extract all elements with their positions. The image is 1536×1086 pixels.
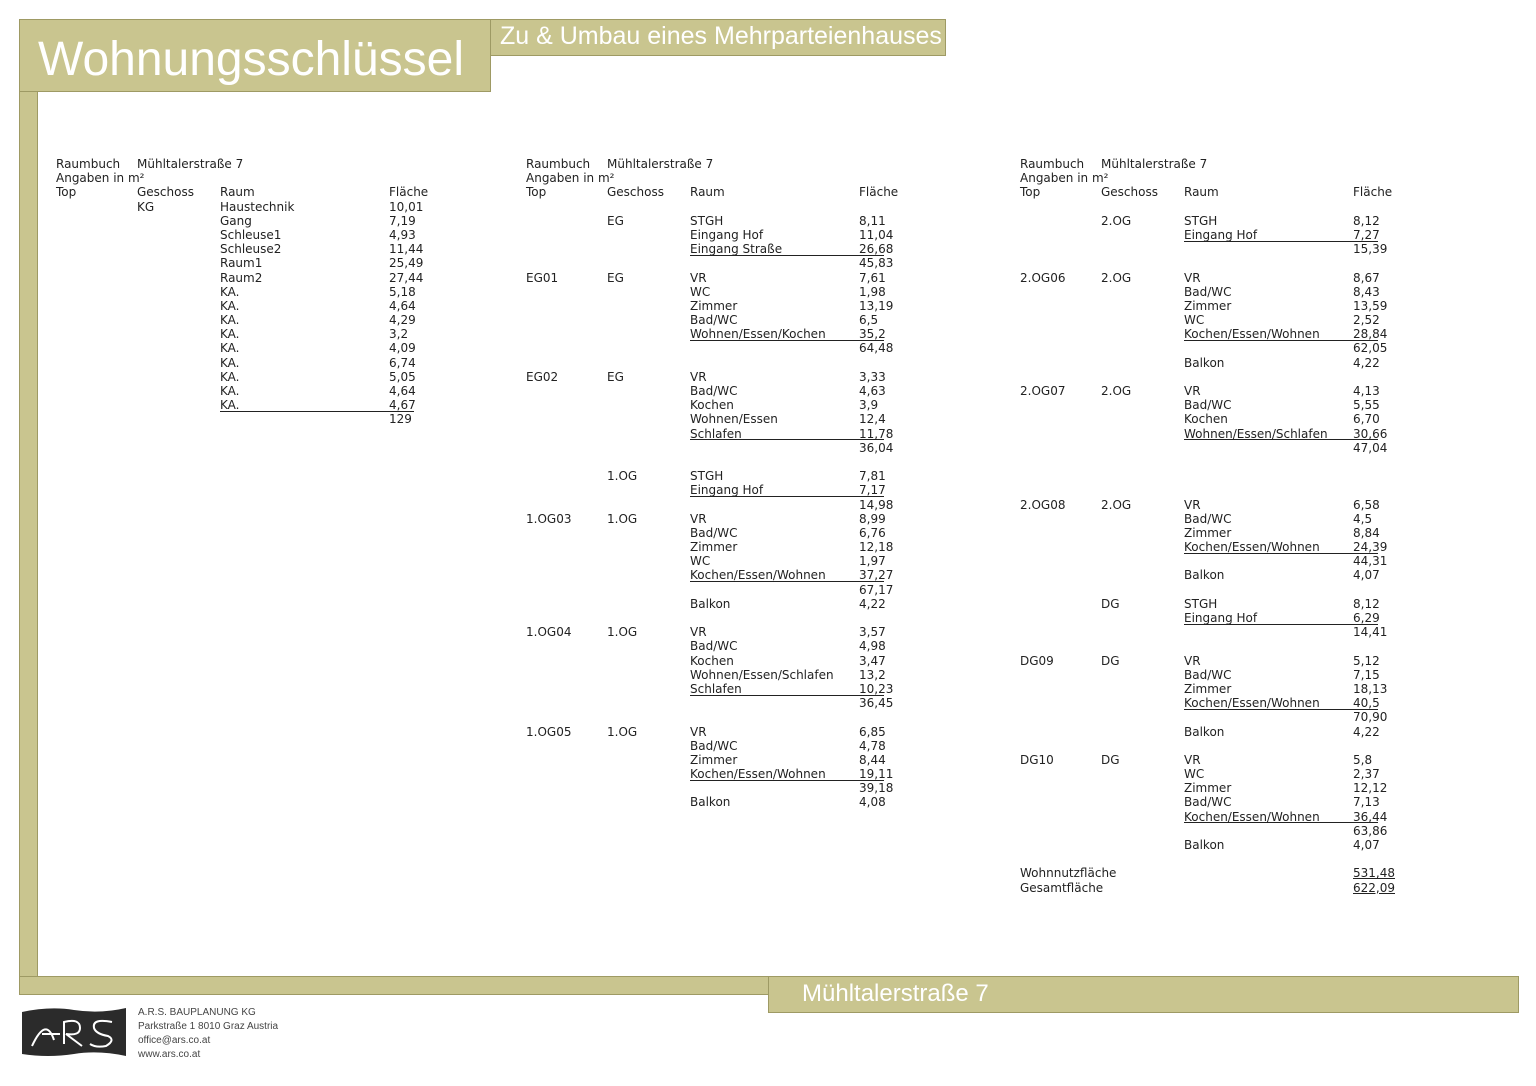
top-cell: Angaben in m² bbox=[526, 171, 615, 186]
flaeche-cell: 4,13 bbox=[1353, 384, 1380, 398]
raum-cell: Bad/WC bbox=[1184, 667, 1232, 682]
top-cell: EG01 bbox=[526, 270, 559, 285]
geschoss-cell: 1.OG bbox=[607, 724, 638, 739]
flaeche-cell: 4,67 bbox=[389, 398, 416, 413]
flaeche-cell: 44,31 bbox=[1353, 554, 1388, 569]
page-subtitle: Zu & Umbau eines Mehrparteienhauses bbox=[500, 22, 942, 50]
flaeche-cell: 7,13 bbox=[1353, 795, 1380, 810]
sum-underline bbox=[1184, 624, 1378, 625]
geschoss-cell: 2.OG bbox=[1101, 497, 1132, 512]
flaeche-cell: 36,45 bbox=[859, 696, 894, 711]
raum-cell: Balkon bbox=[1184, 724, 1225, 739]
flaeche-cell: 5,12 bbox=[1353, 653, 1380, 668]
geschoss-cell: DG bbox=[1101, 752, 1120, 767]
flaeche-cell: 2,52 bbox=[1353, 313, 1380, 328]
top-cell: EG02 bbox=[526, 369, 559, 384]
raum-cell: Raum1 bbox=[220, 256, 263, 271]
flaeche-cell: 8,67 bbox=[1353, 270, 1380, 285]
flaeche-cell: 4,64 bbox=[389, 384, 416, 398]
flaeche-cell: 14,41 bbox=[1353, 625, 1388, 640]
geschoss-cell: EG bbox=[607, 270, 624, 285]
raum-cell: Schleuse1 bbox=[220, 227, 282, 242]
flaeche-cell: 531,48 bbox=[1353, 866, 1395, 881]
sum-underline bbox=[1184, 709, 1378, 710]
raum-cell: KA. bbox=[220, 313, 240, 328]
flaeche-cell: 10,01 bbox=[389, 199, 424, 214]
top-cell: 1.OG04 bbox=[526, 625, 572, 640]
top-cell: Top bbox=[56, 185, 77, 200]
flaeche-cell: 4,93 bbox=[389, 227, 416, 242]
flaeche-cell: 4,29 bbox=[389, 313, 416, 328]
flaeche-cell: Fläche bbox=[1353, 185, 1393, 200]
ars-logo-icon bbox=[20, 1004, 128, 1058]
geschoss-cell: DG bbox=[1101, 596, 1120, 611]
flaeche-cell: 4,5 bbox=[1353, 511, 1373, 526]
raum-cell: VR bbox=[1184, 270, 1201, 285]
sum-underline bbox=[1184, 553, 1378, 554]
flaeche-cell: 8,12 bbox=[1353, 596, 1380, 611]
raum-cell: Bad/WC bbox=[690, 738, 738, 753]
raum-cell: Bad/WC bbox=[690, 525, 738, 540]
geschoss-cell: Mühltalerstraße 7 bbox=[1101, 157, 1208, 171]
raum-cell: Kochen/Essen/Wohnen bbox=[1184, 540, 1320, 555]
raum-cell: Wohnen/Essen/Kochen bbox=[690, 327, 826, 342]
top-cell: Raumbuch bbox=[1020, 157, 1085, 171]
raum-cell: Balkon bbox=[1184, 568, 1225, 583]
company-name: A.R.S. BAUPLANUNG KG bbox=[138, 1007, 256, 1018]
raum-cell: Zimmer bbox=[1184, 681, 1232, 696]
raum-cell: Kochen/Essen/Wohnen bbox=[1184, 696, 1320, 711]
geschoss-cell: EG bbox=[607, 213, 624, 228]
flaeche-cell: 11,78 bbox=[859, 426, 894, 441]
flaeche-cell: 6,85 bbox=[859, 724, 886, 739]
top-cell: 2.OG06 bbox=[1020, 270, 1066, 285]
flaeche-cell: 30,66 bbox=[1353, 426, 1388, 441]
flaeche-cell: 11,04 bbox=[859, 227, 894, 242]
raum-cell: VR bbox=[1184, 384, 1201, 398]
flaeche-cell: 5,55 bbox=[1353, 398, 1380, 413]
flaeche-cell: 27,44 bbox=[389, 270, 424, 285]
raum-cell: Raum2 bbox=[220, 270, 263, 285]
flaeche-cell: 7,15 bbox=[1353, 667, 1380, 682]
top-cell: Top bbox=[526, 185, 547, 200]
flaeche-cell: 2,37 bbox=[1353, 767, 1380, 782]
flaeche-cell: 1,98 bbox=[859, 284, 886, 299]
raum-cell: Haustechnik bbox=[220, 199, 295, 214]
sum-underline bbox=[690, 255, 884, 256]
flaeche-cell: 12,18 bbox=[859, 540, 894, 555]
raum-cell: STGH bbox=[690, 469, 724, 484]
flaeche-cell: 14,98 bbox=[859, 497, 894, 512]
flaeche-cell: 7,81 bbox=[859, 469, 886, 484]
raum-cell: Bad/WC bbox=[1184, 284, 1232, 299]
raum-cell: Gang bbox=[220, 213, 252, 228]
raum-cell: Eingang Hof bbox=[690, 227, 764, 242]
raum-cell: VR bbox=[1184, 752, 1201, 767]
sum-underline bbox=[1184, 241, 1378, 242]
flaeche-cell: 4,08 bbox=[859, 795, 886, 810]
flaeche-cell: 36,44 bbox=[1353, 809, 1388, 824]
raum-cell: VR bbox=[1184, 497, 1201, 512]
raum-cell: KA. bbox=[220, 398, 240, 413]
raum-cell: STGH bbox=[1184, 213, 1218, 228]
flaeche-cell: 5,05 bbox=[389, 369, 416, 384]
raum-cell: Bad/WC bbox=[1184, 398, 1232, 413]
raum-cell: Raum bbox=[220, 185, 255, 200]
sum-underline bbox=[690, 439, 884, 440]
raum-cell: Eingang Straße bbox=[690, 242, 783, 257]
geschoss-cell: 2.OG bbox=[1101, 213, 1132, 228]
flaeche-cell: 35,2 bbox=[859, 327, 886, 342]
top-cell: Raumbuch bbox=[56, 157, 121, 171]
flaeche-cell: 12,4 bbox=[859, 412, 886, 427]
raum-cell: VR bbox=[690, 369, 707, 384]
flaeche-cell: 4,07 bbox=[1353, 568, 1380, 583]
flaeche-cell: 6,29 bbox=[1353, 611, 1380, 625]
raum-cell: Zimmer bbox=[1184, 525, 1232, 540]
raum-cell: Schlafen bbox=[690, 681, 742, 696]
raum-cell: KA. bbox=[220, 341, 240, 356]
top-cell: Top bbox=[1020, 185, 1041, 200]
flaeche-cell: 8,44 bbox=[859, 752, 886, 767]
geschoss-cell: 2.OG bbox=[1101, 270, 1132, 285]
raum-cell: Bad/WC bbox=[1184, 795, 1232, 810]
raum-cell: VR bbox=[690, 625, 707, 640]
raum-cell: Kochen/Essen/Wohnen bbox=[1184, 327, 1320, 342]
flaeche-cell: 40,5 bbox=[1353, 696, 1380, 711]
raum-cell: Wohnen/Essen/Schlafen bbox=[690, 667, 834, 682]
raum-cell: Zimmer bbox=[1184, 298, 1232, 313]
flaeche-cell: 4,07 bbox=[1353, 838, 1380, 852]
geschoss-cell: DG bbox=[1101, 653, 1120, 668]
flaeche-cell: 70,90 bbox=[1353, 710, 1388, 725]
flaeche-cell: 5,8 bbox=[1353, 752, 1373, 767]
raum-cell: Zimmer bbox=[690, 298, 738, 313]
geschoss-cell: Geschoss bbox=[607, 185, 664, 200]
raum-cell: Kochen bbox=[690, 398, 734, 413]
flaeche-cell: 3,2 bbox=[389, 327, 409, 342]
geschoss-cell: 1.OG bbox=[607, 469, 638, 484]
flaeche-cell: 63,86 bbox=[1353, 823, 1388, 838]
flaeche-cell: 4,22 bbox=[1353, 724, 1380, 739]
flaeche-cell: 4,64 bbox=[389, 298, 416, 313]
top-cell: DG10 bbox=[1020, 752, 1054, 767]
geschoss-cell: Mühltalerstraße 7 bbox=[137, 157, 244, 171]
sum-underline bbox=[690, 780, 884, 781]
flaeche-cell: 4,63 bbox=[859, 384, 886, 398]
flaeche-cell: 24,39 bbox=[1353, 540, 1388, 555]
flaeche-cell: 25,49 bbox=[389, 256, 424, 271]
flaeche-cell: 4,98 bbox=[859, 639, 886, 654]
flaeche-cell: 11,44 bbox=[389, 242, 424, 257]
flaeche-cell: 36,04 bbox=[859, 440, 894, 455]
flaeche-cell: 7,19 bbox=[389, 213, 416, 228]
top-cell: 2.OG08 bbox=[1020, 497, 1066, 512]
company-email: office@ars.co.at bbox=[138, 1035, 211, 1046]
sum-underline bbox=[220, 411, 414, 412]
flaeche-cell: 13,2 bbox=[859, 667, 886, 682]
flaeche-cell: 4,09 bbox=[389, 341, 416, 356]
raum-cell: Kochen bbox=[1184, 412, 1228, 427]
flaeche-cell: 28,84 bbox=[1353, 327, 1388, 342]
flaeche-cell: 26,68 bbox=[859, 242, 894, 257]
flaeche-cell: 3,57 bbox=[859, 625, 886, 640]
flaeche-cell: 3,47 bbox=[859, 653, 886, 668]
raum-cell: KA. bbox=[220, 355, 240, 370]
raum-cell: STGH bbox=[690, 213, 724, 228]
raum-cell: Zimmer bbox=[690, 540, 738, 555]
top-cell: 2.OG07 bbox=[1020, 384, 1066, 398]
flaeche-cell: 37,27 bbox=[859, 568, 894, 583]
raum-cell: Kochen/Essen/Wohnen bbox=[690, 767, 826, 782]
raum-cell: Kochen/Essen/Wohnen bbox=[1184, 809, 1320, 824]
frame-left-band bbox=[19, 19, 38, 995]
geschoss-cell: 1.OG bbox=[607, 511, 638, 526]
flaeche-cell: 64,48 bbox=[859, 341, 894, 356]
flaeche-cell: 8,11 bbox=[859, 213, 886, 228]
flaeche-cell: 19,11 bbox=[859, 767, 894, 782]
raum-cell: Kochen bbox=[690, 653, 734, 668]
top-cell: Angaben in m² bbox=[56, 171, 145, 186]
raum-cell: KA. bbox=[220, 327, 240, 342]
raum-cell: WC bbox=[690, 554, 711, 569]
raum-cell: Kochen/Essen/Wohnen bbox=[690, 568, 826, 583]
company-info bbox=[138, 1006, 278, 1062]
flaeche-cell: 6,70 bbox=[1353, 412, 1380, 427]
raum-cell: WC bbox=[1184, 313, 1205, 328]
raum-cell: Schlafen bbox=[690, 426, 742, 441]
sum-underline bbox=[1184, 340, 1378, 341]
flaeche-cell: 6,74 bbox=[389, 355, 416, 370]
raum-cell: VR bbox=[1184, 653, 1201, 668]
flaeche-cell: 8,99 bbox=[859, 511, 886, 526]
sum-underline bbox=[690, 496, 884, 497]
flaeche-cell: 8,84 bbox=[1353, 525, 1380, 540]
flaeche-cell: 18,13 bbox=[1353, 681, 1388, 696]
raum-cell: Eingang Hof bbox=[1184, 227, 1258, 242]
geschoss-cell: 2.OG bbox=[1101, 384, 1132, 398]
geschoss-cell: Mühltalerstraße 7 bbox=[607, 157, 714, 171]
raum-cell: Zimmer bbox=[1184, 781, 1232, 796]
raum-cell: Bad/WC bbox=[690, 384, 738, 398]
raum-cell: Balkon bbox=[690, 596, 731, 611]
flaeche-cell: 6,5 bbox=[859, 313, 879, 328]
flaeche-cell: 12,12 bbox=[1353, 781, 1388, 796]
raum-cell: Raum bbox=[690, 185, 725, 200]
raum-cell: VR bbox=[690, 270, 707, 285]
top-cell: Raumbuch bbox=[526, 157, 591, 171]
raum-cell: WC bbox=[690, 284, 711, 299]
flaeche-cell: 6,76 bbox=[859, 525, 886, 540]
top-cell: DG09 bbox=[1020, 653, 1054, 668]
raum-cell: Eingang Hof bbox=[690, 483, 764, 498]
flaeche-cell: 15,39 bbox=[1353, 242, 1388, 257]
flaeche-cell: 8,43 bbox=[1353, 284, 1380, 299]
flaeche-cell: 67,17 bbox=[859, 582, 894, 597]
raum-cell: Wohnen/Essen bbox=[690, 412, 778, 427]
flaeche-cell: 7,17 bbox=[859, 483, 886, 498]
geschoss-cell: EG bbox=[607, 369, 624, 384]
raum-cell: Raum bbox=[1184, 185, 1219, 200]
flaeche-cell: 13,59 bbox=[1353, 298, 1388, 313]
geschoss-cell: 1.OG bbox=[607, 625, 638, 640]
top-cell: 1.OG05 bbox=[526, 724, 572, 739]
top-cell: Gesamtfläche bbox=[1020, 880, 1104, 895]
flaeche-cell: 45,83 bbox=[859, 256, 894, 271]
top-cell: Wohnnutzfläche bbox=[1020, 866, 1117, 881]
sum-underline bbox=[690, 695, 884, 696]
flaeche-cell: 6,58 bbox=[1353, 497, 1380, 512]
flaeche-cell: 10,23 bbox=[859, 681, 894, 696]
flaeche-cell: 47,04 bbox=[1353, 440, 1388, 455]
raum-cell: KA. bbox=[220, 384, 240, 398]
flaeche-cell: 4,78 bbox=[859, 738, 886, 753]
top-cell: Angaben in m² bbox=[1020, 171, 1109, 186]
geschoss-cell: Geschoss bbox=[1101, 185, 1158, 200]
raum-cell: Balkon bbox=[1184, 355, 1225, 370]
raum-cell: Bad/WC bbox=[690, 639, 738, 654]
flaeche-cell: 129 bbox=[389, 412, 412, 427]
flaeche-cell: 3,9 bbox=[859, 398, 879, 413]
sum-underline bbox=[690, 581, 884, 582]
flaeche-cell: 62,05 bbox=[1353, 341, 1388, 356]
raum-cell: Bad/WC bbox=[690, 313, 738, 328]
sum-underline bbox=[1184, 439, 1378, 440]
raum-cell: Schleuse2 bbox=[220, 242, 282, 257]
company-web: www.ars.co.at bbox=[138, 1049, 201, 1060]
raum-cell: VR bbox=[690, 724, 707, 739]
raum-cell: VR bbox=[690, 511, 707, 526]
raum-cell: Zimmer bbox=[690, 752, 738, 767]
flaeche-cell: 1,97 bbox=[859, 554, 886, 569]
flaeche-cell: 5,18 bbox=[389, 284, 416, 299]
flaeche-cell: 4,22 bbox=[1353, 355, 1380, 370]
top-cell: 1.OG03 bbox=[526, 511, 572, 526]
raum-cell: WC bbox=[1184, 767, 1205, 782]
raum-cell: STGH bbox=[1184, 596, 1218, 611]
flaeche-cell: 8,12 bbox=[1353, 213, 1380, 228]
flaeche-cell: 13,19 bbox=[859, 298, 894, 313]
flaeche-cell: 7,27 bbox=[1353, 227, 1380, 242]
sum-underline bbox=[1184, 822, 1378, 823]
page-title: Wohnungsschlüssel bbox=[38, 33, 465, 86]
footer-location: Mühltalerstraße 7 bbox=[802, 980, 989, 1007]
flaeche-cell: Fläche bbox=[859, 185, 899, 200]
raum-cell: Wohnen/Essen/Schlafen bbox=[1184, 426, 1328, 441]
raum-cell: Eingang Hof bbox=[1184, 611, 1258, 625]
geschoss-cell: KG bbox=[137, 199, 155, 214]
flaeche-cell: 622,09 bbox=[1353, 880, 1395, 895]
flaeche-cell: 7,61 bbox=[859, 270, 886, 285]
raum-cell: Balkon bbox=[1184, 838, 1225, 852]
raum-cell: KA. bbox=[220, 284, 240, 299]
company-address: Parkstraße 1 8010 Graz Austria bbox=[138, 1021, 279, 1032]
flaeche-cell: 3,33 bbox=[859, 369, 886, 384]
raum-cell: KA. bbox=[220, 298, 240, 313]
raum-cell: Balkon bbox=[690, 795, 731, 810]
raum-cell: KA. bbox=[220, 369, 240, 384]
flaeche-cell: 4,22 bbox=[859, 596, 886, 611]
geschoss-cell: Geschoss bbox=[137, 185, 194, 200]
flaeche-cell: Fläche bbox=[389, 185, 429, 200]
flaeche-cell: 39,18 bbox=[859, 781, 894, 796]
sum-underline bbox=[690, 340, 884, 341]
raum-cell: Bad/WC bbox=[1184, 511, 1232, 526]
